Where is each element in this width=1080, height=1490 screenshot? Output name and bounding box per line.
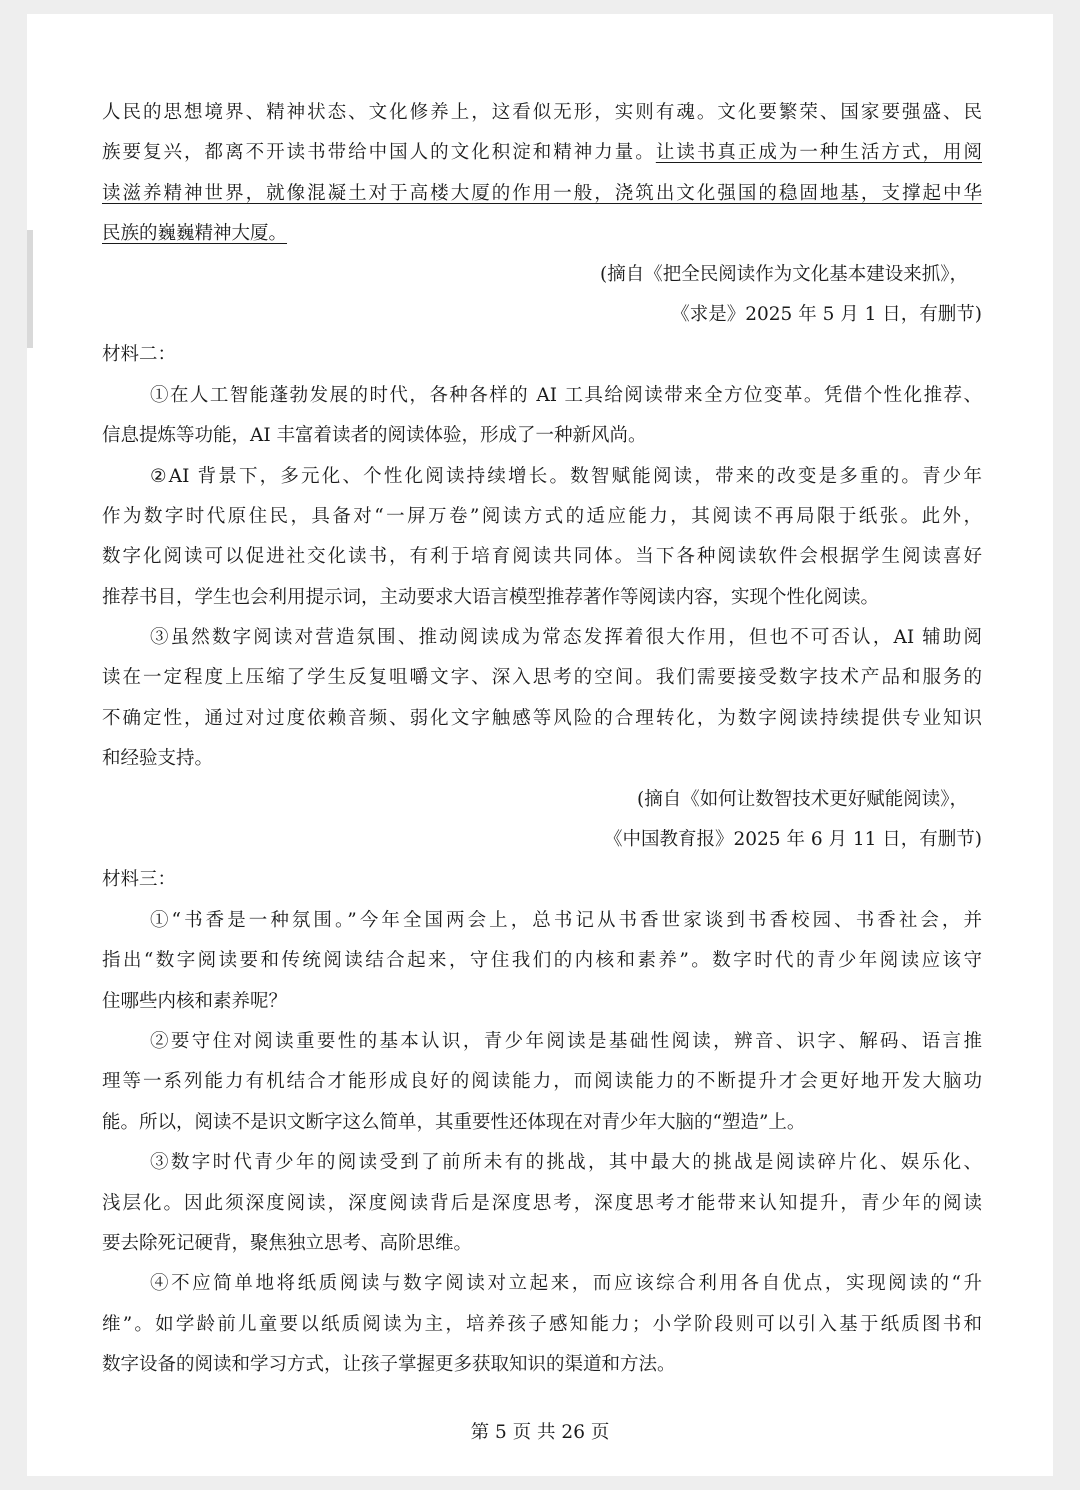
line-text: 读在一定程度上压缩了学生反复咀嚼文字、深入思考的空间。我们需要接受数字技术产品和服务的 (102, 667, 982, 689)
line-text: 维”。如学龄前儿童要以纸质阅读为主，培养孩子感知能力；小学阶段则可以引入基于纸质图书和 (102, 1313, 982, 1335)
line-text: 《求是》2025 年 5 月 1 日，有删节) (671, 303, 982, 325)
line-text: 人民的思想境界、精神状态、文化修养上，这看似无形，实则有魂。文化要繁荣、国家要强盛、民 (102, 102, 982, 123)
line-text: 浅层化。因此须深度阅读，深度阅读背后是深度思考，深度思考才能带来认知提升，青少年的阅读 (102, 1192, 982, 1214)
line-text: 理等一系列能力有机结合才能形成良好的阅读能力，而阅读能力的不断提升才会更好地开发大脑功 (102, 1071, 982, 1093)
text-line (102, 1143, 982, 1183)
text-line (102, 901, 982, 941)
text-line (102, 1224, 982, 1264)
underlined-text: 读滋养精神世界，就像混凝土对于高楼大厦的作用一般，浇筑出文化强国的稳固地基，支撑起中华 (102, 182, 982, 204)
text-line (102, 1305, 982, 1345)
line-text: 要去除死记硬背，聚焦独立思考、高阶思维。 (102, 1232, 473, 1254)
line-text: 作为数字时代原住民，具备对“一屏万卷”阅读方式的适应能力，其阅读不再局限于纸张。此外， (102, 505, 982, 527)
text-line (102, 658, 982, 698)
text-line (102, 416, 982, 456)
line-text: ①“书香是一种氛围。”今年全国两会上，总书记从书香世家谈到书香校园、书香社会，并 (150, 909, 982, 931)
text-line (102, 578, 982, 618)
line-text: 《中国教育报》2025 年 6 月 11 日，有删节) (603, 829, 982, 851)
text-line (102, 1264, 982, 1304)
line-text: (摘自《把全民阅读作为文化基本建设来抓》， (600, 263, 968, 285)
text-line (102, 739, 982, 779)
line-text: 族要复兴，都离不开读书带给中国人的文化积淀和精神力量。 (102, 142, 656, 164)
underlined-text: 让读书真正成为一种生活方式，用阅 (655, 142, 982, 164)
line-text: ①在人工智能蓬勃发展的时代，各种各样的 AI 工具给阅读带来全方位变革。凭借个性化推荐、 (150, 384, 982, 406)
text-line (102, 1062, 982, 1102)
line-text: 推荐书目，学生也会利用提示词，主动要求大语言模型推荐著作等阅读内容，实现个性化阅读。 (102, 586, 880, 608)
line-text: 和经验支持。 (102, 748, 214, 770)
line-text: 材料二： (102, 344, 177, 366)
line-text: 能。所以，阅读不是识文断字这么简单，其重要性还体现在对青少年大脑的“塑造”上。 (102, 1111, 806, 1133)
text-line (102, 982, 982, 1022)
text-line (102, 255, 982, 295)
line-text: ③虽然数字阅读对营造氛围、推动阅读成为常态发挥着很大作用，但也不可否认，AI 辅助阅 (150, 627, 982, 649)
line-text: ②要守住对阅读重要性的基本认识，青少年阅读是基础性阅读，辨音、识字、解码、语言推 (150, 1030, 982, 1052)
line-text: ④不应简单地将纸质阅读与数字阅读对立起来，而应该综合利用各自优点，实现阅读的“升 (150, 1273, 982, 1295)
text-line (102, 174, 982, 214)
text-line (102, 1022, 982, 1062)
line-text: 数字化阅读可以促进社交化读书，有利于培育阅读共同体。当下各种阅读软件会根据学生阅读喜好 (102, 546, 982, 568)
line-text: 信息提炼等功能，AI 丰富着读者的阅读体验，形成了一种新风尚。 (102, 425, 647, 447)
text-line (102, 457, 982, 497)
document-body (102, 93, 982, 1386)
text-line (102, 335, 982, 375)
text-line (102, 699, 982, 739)
text-line (102, 133, 982, 173)
text-line (102, 214, 982, 254)
line-text: ③数字时代青少年的阅读受到了前所未有的挑战，其中最大的挑战是阅读碎片化、娱乐化、 (150, 1152, 982, 1174)
text-line (102, 618, 982, 658)
text-line (102, 1103, 982, 1143)
line-text: 数字设备的阅读和学习方式，让孩子掌握更多获取知识的渠道和方法。 (102, 1354, 676, 1376)
line-text: 材料三： (102, 869, 177, 891)
line-text: 指出“数字阅读要和传统阅读结合起来，守住我们的内核和素养”。数字时代的青少年阅读应该守 (102, 950, 982, 972)
text-line (102, 1184, 982, 1224)
text-line (102, 780, 982, 820)
text-line (102, 537, 982, 577)
text-line (102, 860, 982, 900)
text-line (102, 820, 982, 860)
page-footer: 第 5 页 共 26 页 (470, 1422, 610, 1443)
text-line (102, 93, 982, 133)
line-text: 住哪些内核和素养呢？ (102, 990, 288, 1012)
text-line (102, 1345, 982, 1385)
underlined-text: 民族的巍巍精神大厦。 (102, 223, 288, 245)
line-text: ②AI 背景下，多元化、个性化阅读持续增长。数智赋能阅读，带来的改变是多重的。青少年 (150, 465, 982, 487)
page-edge-shadow (27, 230, 33, 348)
text-line (102, 941, 982, 981)
text-line (102, 376, 982, 416)
line-text: 不确定性，通过对过度依赖音频、弱化文字触感等风险的合理转化，为数字阅读持续提供专业知识 (102, 707, 982, 729)
line-text: (摘自《如何让数智技术更好赋能阅读》， (637, 788, 968, 810)
text-line (102, 497, 982, 537)
text-line (102, 295, 982, 335)
